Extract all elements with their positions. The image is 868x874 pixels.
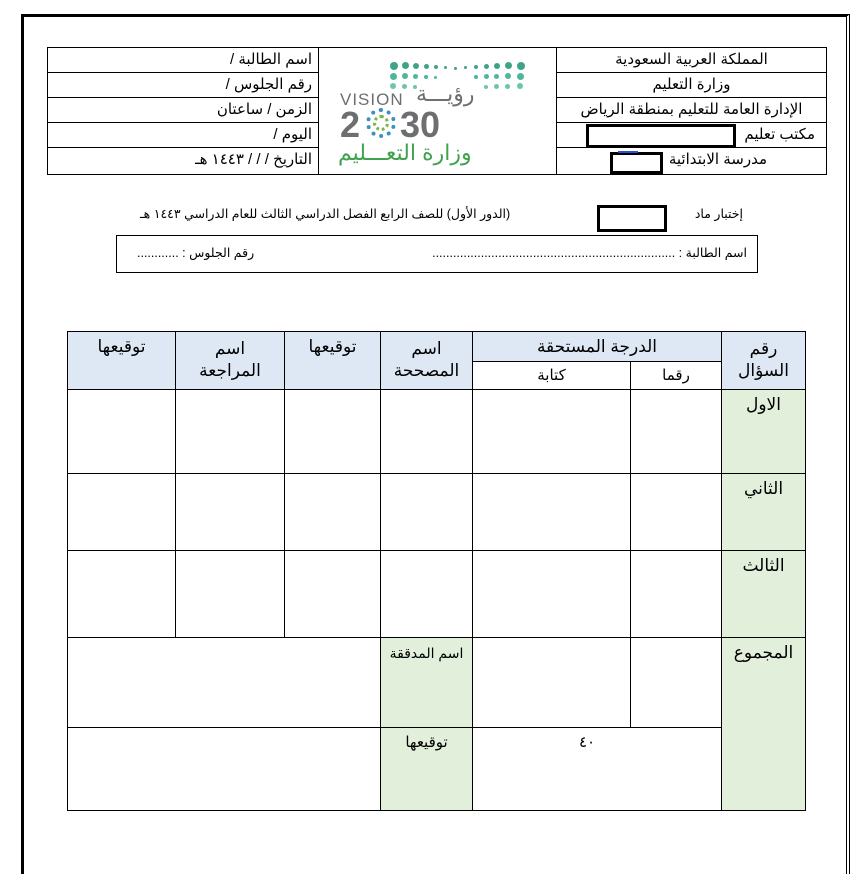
auditor-signature-label: توقيعها [380,727,473,811]
date-label: التاريخ / / / ١٤٤٣ هـ [195,151,312,168]
header-in-words: كتابة [472,361,631,390]
auditor-signature-cell[interactable] [67,727,381,811]
grade-numbers-cell[interactable] [630,389,722,474]
divider [318,48,319,174]
question-label: الاول [721,389,806,474]
header-reviewer-name-l1: اسم [214,339,246,358]
day-label: اليوم / [48,123,318,148]
school-row [556,148,827,174]
student-name-field[interactable]: اسم الطالبة : ...................................................................... [432,246,747,260]
auditor-name-cell[interactable] [67,637,381,728]
seat-number-field[interactable]: رقم الجلوس : ............ [137,246,255,260]
exam-title [695,206,743,221]
corrector-name-cell[interactable] [380,389,473,474]
office-label: مكتب تعليم [744,126,815,143]
vision-text: VISION [340,90,404,109]
administration-label: الإدارة العامة للتعليم بمنطقة الرياض [556,98,827,123]
vision-2030-logo [318,48,556,174]
ministry-label: وزارة التعليم [556,73,827,98]
total-max-value: ٤٠ [578,734,596,751]
time-label: الزمن / ساعتان [48,98,318,123]
exam-title-rest: (الدور الأول) للصف الرابع الفصل الدراسي الثالث للعام الدراسي ١٤٤٣ هـ [140,207,511,221]
seat-number-label: رقم الجلوس / [48,73,318,98]
header-question-number-l2: السؤال [738,361,789,380]
redacted-subject-name [597,205,667,232]
document-header [47,47,827,175]
corrector-signature-cell[interactable] [284,473,381,551]
kingdom-label: المملكة العربية السعودية [556,48,827,73]
header-reviewer-signature: توقيعها [67,331,176,390]
reviewer-name-cell[interactable] [175,550,285,638]
student-details-box [116,235,758,273]
grade-words-cell[interactable] [472,550,631,638]
header-in-numbers: رقما [630,361,722,390]
grade-words-cell[interactable] [472,389,631,474]
year-digit-2: 2 [340,104,361,145]
corrector-signature-cell[interactable] [284,550,381,638]
auditor-name-label: اسم المدققة [380,637,473,728]
question-label: الثالث [721,550,806,638]
question-label: الثاني [721,473,806,551]
total-max-cell [472,727,722,811]
school-label: مدرسة الابتدائية [668,151,767,168]
total-words-cell[interactable] [472,637,631,728]
student-info-block [48,48,318,174]
corrector-name-cell[interactable] [380,473,473,551]
header-question-number [721,331,806,390]
roya-text: رؤيـــة [416,81,475,106]
divider [556,48,557,174]
reviewer-signature-cell[interactable] [67,550,176,638]
blue-underline-mark [618,151,638,153]
total-numbers-cell[interactable] [630,637,722,728]
header-reviewer-name-l2: المراجعة [199,361,261,380]
header-corrector-name-l2: المصححة [393,361,460,380]
header-corrector-signature: توقيعها [284,331,381,390]
student-name-label: اسم الطالبة / [48,48,318,73]
year-digits-30: 30 [400,104,441,145]
total-label: المجموع [721,637,806,811]
ministry-logo-text: وزارة التعـــليم [338,140,472,165]
header-corrector-name-l1: اسم [411,339,442,358]
grade-numbers-cell[interactable] [630,550,722,638]
institution-block [556,48,827,174]
corrector-name-cell[interactable] [380,550,473,638]
header-question-number-l1: رقم [749,339,778,358]
redacted-office-name [586,124,736,148]
reviewer-name-cell[interactable] [175,389,285,474]
palm-swords-icon [373,115,389,131]
redacted-school-name [610,152,663,174]
reviewer-signature-cell[interactable] [67,473,176,551]
reviewer-name-cell[interactable] [175,473,285,551]
exam-title-prefix: إختبار ماد [694,207,743,221]
grade-words-cell[interactable] [472,473,631,551]
corrector-signature-cell[interactable] [284,389,381,474]
reviewer-signature-cell[interactable] [67,389,176,474]
grade-numbers-cell[interactable] [630,473,722,551]
header-reviewer-name [175,331,285,390]
header-deserved-grade: الدرجة المستحقة [472,331,722,362]
header-corrector-name [380,331,473,390]
